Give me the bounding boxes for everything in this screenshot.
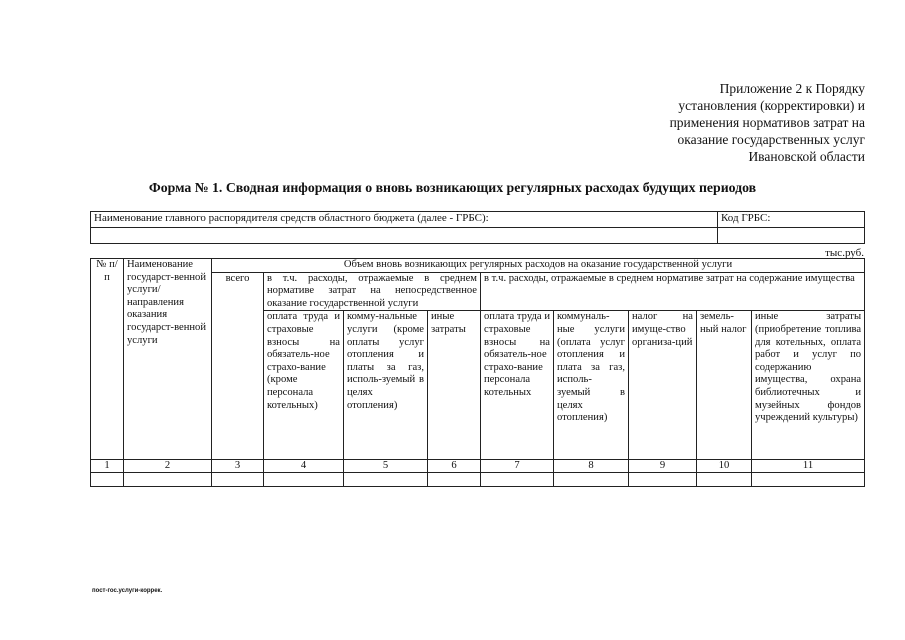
column-number: 11 [752,460,865,473]
table-cell[interactable] [629,473,697,487]
column-number: 8 [554,460,629,473]
table-cell[interactable] [554,473,629,487]
grbs-table [90,211,865,244]
units-label: тыс.руб. [825,247,864,259]
property-col-property-tax: налог на имуще-ство организа-ций [629,311,697,460]
col-number-header: № п/п [91,259,124,460]
table-cell[interactable] [264,473,344,487]
total-header: всего [212,272,264,460]
volume-header: Объем вновь возникающих регулярных расходов на оказание государственной услуги [212,259,865,273]
column-number: 3 [212,460,264,473]
table-cell[interactable] [752,473,865,487]
property-col-utilities: коммуналь-ные услуги (оплата услуг отопления и плата за газ, исполь-зуемый в целях отопления) [554,311,629,460]
table-cell[interactable] [124,473,212,487]
footer-file-name: пост-гос.услуги-коррек. [92,588,163,594]
column-number: 9 [629,460,697,473]
appendix-line: Ивановской области [748,149,865,164]
property-costs-header: в т.ч. расходы, отражаемые в среднем нормативе затрат на содержание имущества [481,272,865,311]
column-number: 10 [697,460,752,473]
table-row [91,473,865,487]
appendix-line: оказание государственных услуг [677,132,865,147]
col-service-name-header: Наименование государст-венной услуги/ направления оказания государст-венной услуги [124,259,212,460]
column-number: 5 [344,460,428,473]
property-col-salary: оплата труда и страховые взносы на обязатель-ное страхо-вание персонала котельных [481,311,554,460]
direct-col-salary: оплата труда и страховые взносы на обязатель-ное страхо-вание (кроме персонала котельных) [264,311,344,460]
appendix-line: установления (корректировки) и [678,98,865,113]
property-col-land-tax: земель-ный налог [697,311,752,460]
table-cell[interactable] [697,473,752,487]
direct-col-utilities: комму-нальные услуги (кроме оплаты услуг отопления и платы за газ, исполь-зуемый в целях отопления) [344,311,428,460]
appendix-line: применения нормативов затрат на [669,115,865,130]
column-number: 7 [481,460,554,473]
table-cell[interactable] [91,473,124,487]
appendix-line: Приложение 2 к Порядку [719,81,865,96]
grbs-name-value[interactable] [91,228,718,244]
table-cell[interactable] [344,473,428,487]
appendix-caption [600,80,865,165]
grbs-code-label: Код ГРБС: [718,212,865,228]
table-cell[interactable] [481,473,554,487]
column-number: 4 [264,460,344,473]
grbs-code-value[interactable] [718,228,865,244]
form-title: Форма № 1. Сводная информация о вновь возникающих регулярных расходах будущих периодов [148,180,757,195]
property-col-other: иные затраты (приобретение топлива для котельных, оплата работ и услуг по содержанию имущества, охрана библиотечных и музейных фондов учреждений культуры) [752,311,865,460]
column-number: 1 [91,460,124,473]
table-cell[interactable] [212,473,264,487]
table-cell[interactable] [428,473,481,487]
direct-costs-header: в т.ч. расходы, отражаемые в среднем нормативе затрат на непосредственное оказание государственной услуги [264,272,481,311]
main-table [90,258,865,487]
grbs-name-label: Наименование главного распорядителя средств областного бюджета (далее - ГРБС): [91,212,718,228]
direct-col-other: иные затраты [428,311,481,460]
column-number: 2 [124,460,212,473]
column-number: 6 [428,460,481,473]
column-numbers-row [91,460,865,473]
